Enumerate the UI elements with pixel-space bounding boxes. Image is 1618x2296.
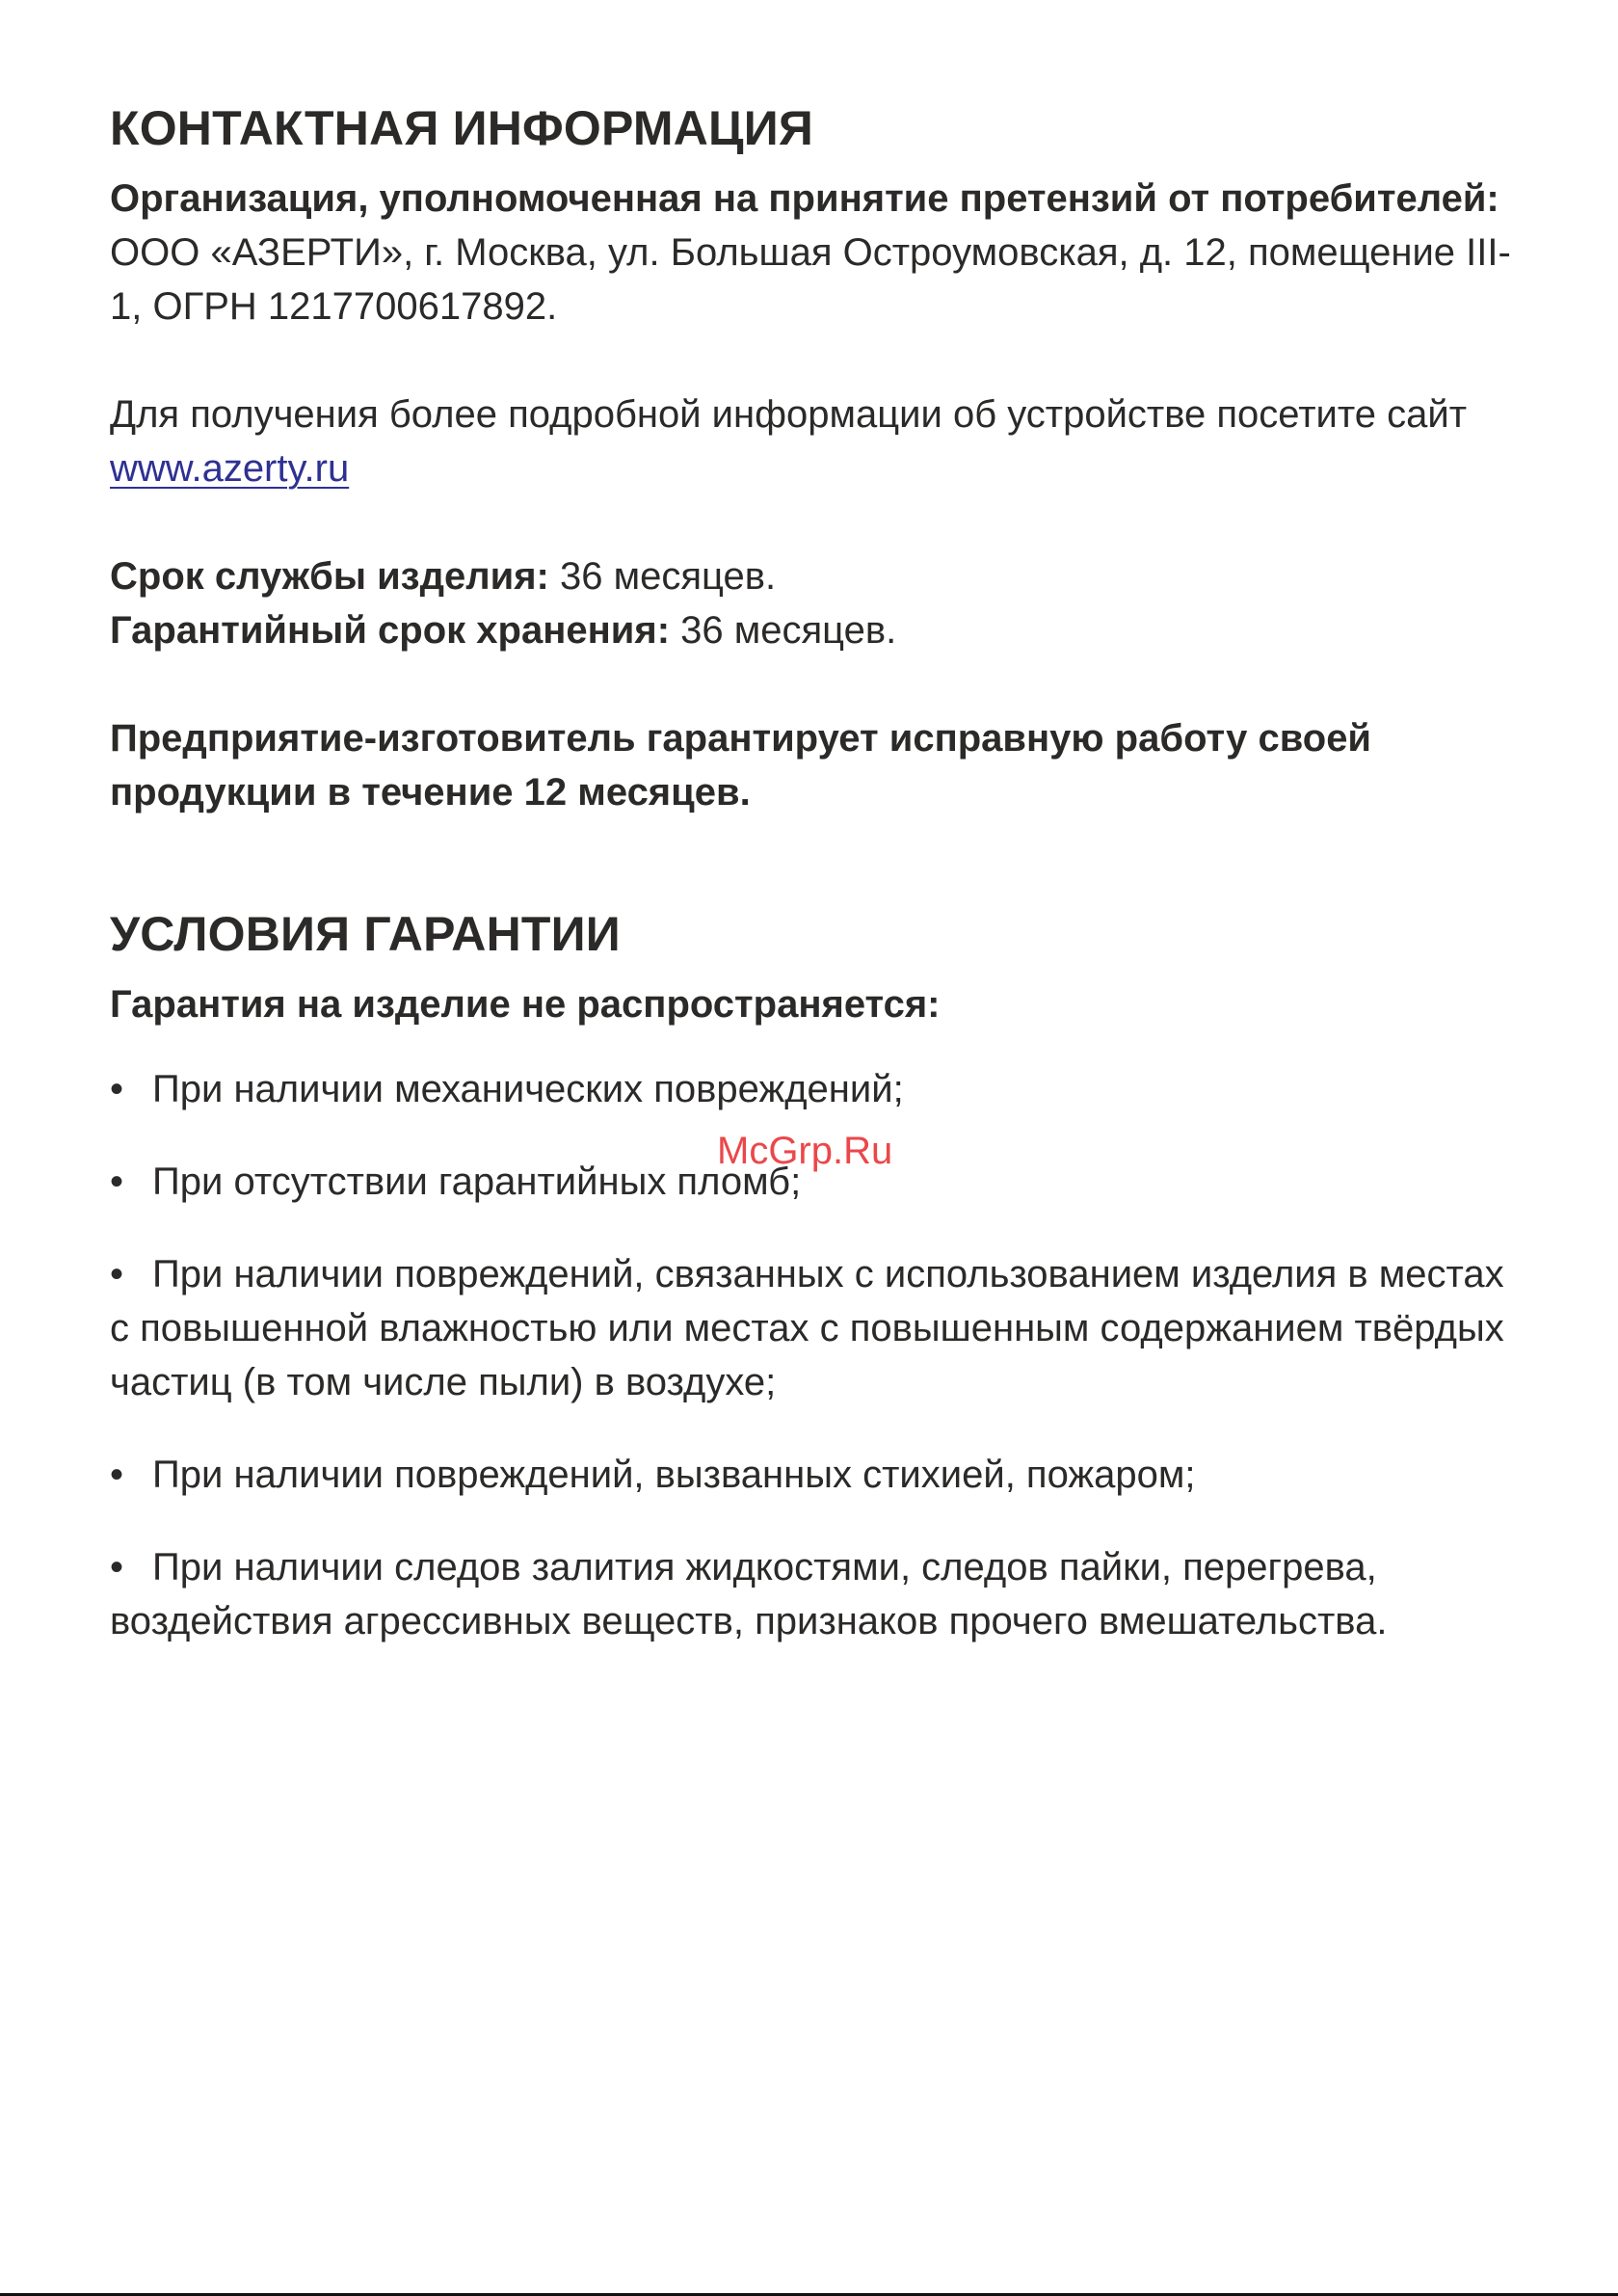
list-item: • При наличии повреждений, связанных с использованием изделия в местах с повышенной влажностью или местах с повышенным содержанием твёрдых частиц (в том числе пыли) в воздухе; — [110, 1247, 1517, 1409]
org-address: ООО «АЗЕРТИ», г. Москва, ул. Большая Остроумовская, д. 12, помещение III-1, ОГРН 1217700617892. — [110, 231, 1511, 328]
service-life-label: Срок службы изделия: — [110, 555, 549, 598]
guarantee-statement: Предприятие-изготовитель гарантирует исправную работу своей продукции в течение 12 месяцев. — [110, 717, 1372, 814]
contact-section — [110, 94, 1517, 819]
service-life — [110, 549, 1517, 603]
bullet-icon: • — [110, 1546, 124, 1589]
warranty-section — [110, 900, 1517, 1648]
site-link[interactable]: www.azerty.ru — [110, 447, 350, 490]
storage-life-value: 36 месяцев. — [680, 609, 897, 652]
info-paragraph — [110, 387, 1517, 495]
bullet-icon: • — [110, 1068, 124, 1110]
list-item: • При отсутствии гарантийных пломб; — [110, 1155, 1517, 1209]
list-item: • При наличии следов залития жидкостями, следов пайки, перегрева, воздействия агрессивных веществ, признаков прочего вмешательства. — [110, 1540, 1517, 1648]
storage-life — [110, 603, 1517, 657]
contact-heading: КОНТАКТНАЯ ИНФОРМАЦИЯ — [110, 101, 814, 155]
warranty-heading: УСЛОВИЯ ГАРАНТИИ — [110, 907, 621, 961]
info-text: Для получения более подробной информации об устройстве посетите сайт — [110, 393, 1468, 436]
bullet-icon: • — [110, 1253, 124, 1295]
bullet-icon: • — [110, 1161, 124, 1203]
list-item: • При наличии повреждений, вызванных стихией, пожаром; — [110, 1448, 1517, 1502]
org-label: Организация, уполномоченная на принятие претензий от потребителей: — [110, 177, 1499, 220]
storage-life-label: Гарантийный срок хранения: — [110, 609, 671, 652]
warranty-subtitle: Гарантия на изделие не распространяется: — [110, 983, 941, 1026]
document-page — [110, 94, 1517, 1648]
service-life-value: 36 месяцев. — [559, 555, 777, 598]
list-item: • При наличии механических повреждений; — [110, 1062, 1517, 1116]
bullet-icon: • — [110, 1454, 124, 1496]
watermark-text: McGrp.Ru — [717, 1130, 893, 1172]
